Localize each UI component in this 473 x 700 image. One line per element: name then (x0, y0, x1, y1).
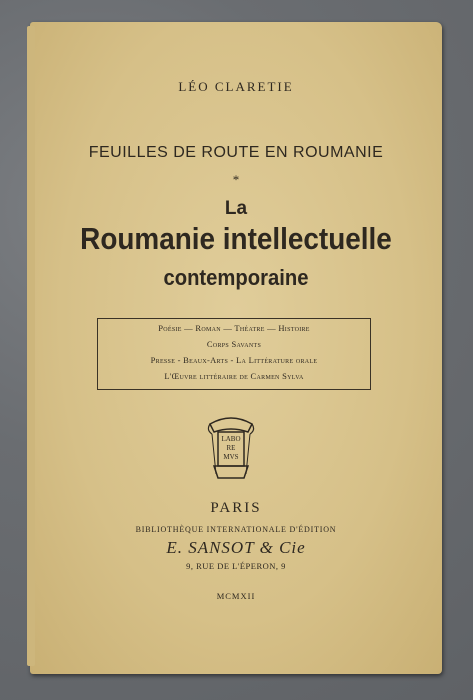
publisher-line: BIBLIOTHÈQUE INTERNATIONALE D'ÉDITION (135, 525, 337, 534)
publisher-address: 9, RUE DE L'ÉPERON, 9 (186, 561, 286, 571)
contents-line: Poésie — Roman — Théatre — Histoire (158, 323, 310, 333)
contents-line: Corps Savants (206, 339, 262, 349)
emblem-text: LABO (221, 435, 241, 443)
emblem-text: RE (226, 444, 236, 452)
book-cover (30, 22, 442, 674)
publisher-emblem-icon (204, 414, 258, 482)
title-article: La (224, 198, 248, 219)
publication-year: MCMXII (216, 591, 256, 601)
contents-line: L'Œuvre littéraire de Carmen Sylva (164, 371, 304, 381)
star-ornament: * (232, 172, 240, 187)
book-title: Roumanie intellectuelle (80, 221, 392, 256)
series-title: FEUILLES DE ROUTE EN ROUMANIE (88, 144, 384, 161)
contents-box (97, 318, 371, 390)
emblem-text: MVS (223, 453, 239, 461)
book-subtitle: contemporaine (163, 265, 309, 290)
author-name: LÉO CLARETIE (178, 79, 294, 94)
contents-line: Presse - Beaux-Arts - La Littérature orale (150, 355, 318, 365)
publisher-name: E. SANSOT & Cie (166, 538, 306, 557)
publisher-city: PARIS (210, 500, 262, 516)
